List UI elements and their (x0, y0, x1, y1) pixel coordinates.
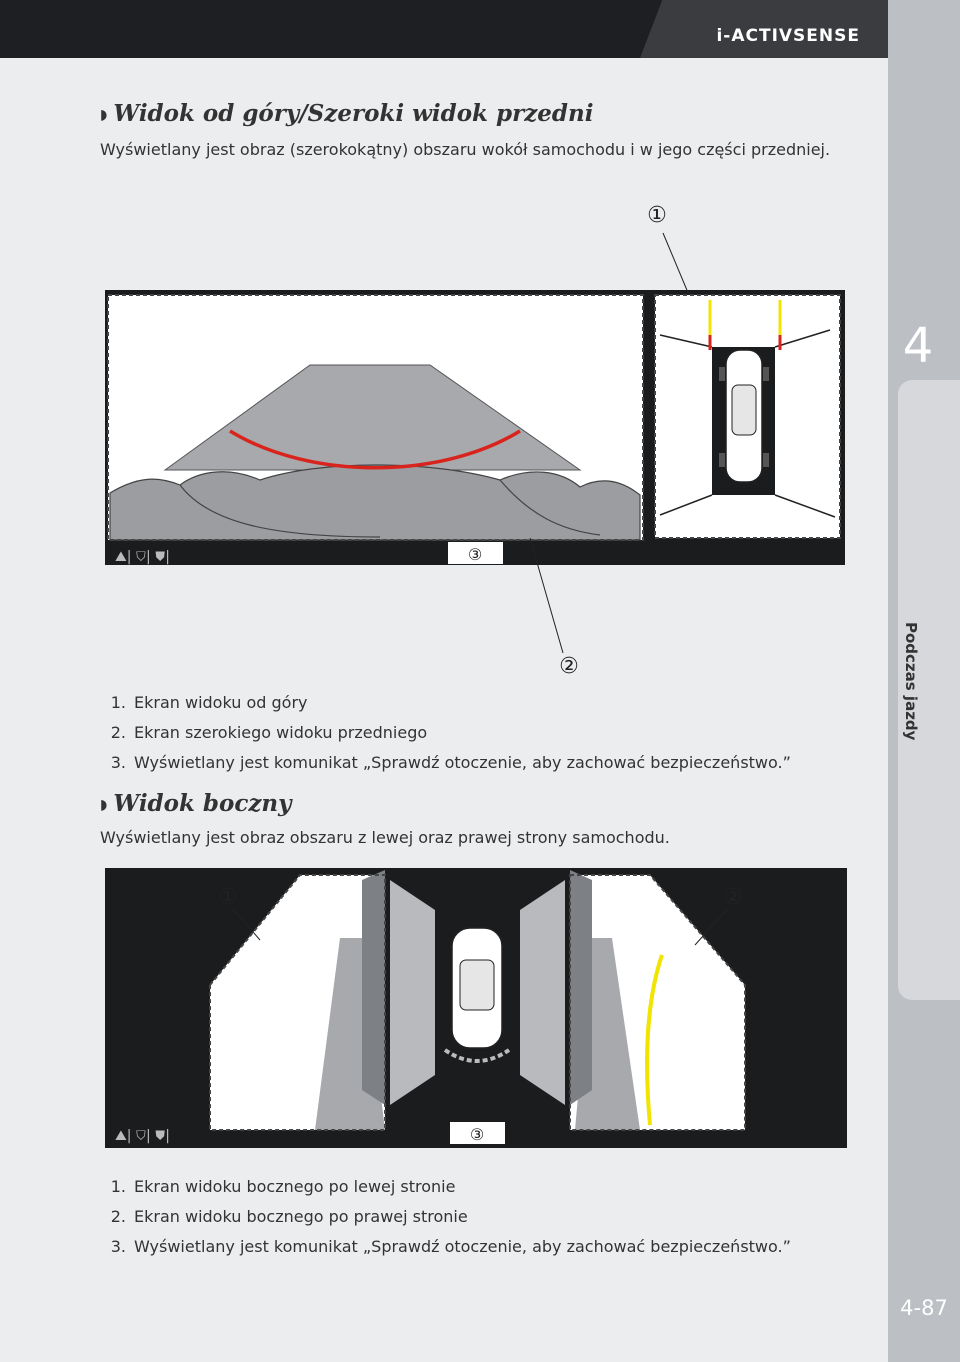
list-item: 2. Ekran szerokiego widoku przedniego (110, 723, 428, 742)
section-title-top-view (100, 100, 593, 127)
callout-1: ① (647, 203, 667, 228)
list-item: 1. Ekran widoku bocznego po lewej stronie (110, 1177, 456, 1196)
section-marker-icon: ◗ (100, 797, 108, 813)
top-view-figure (100, 195, 860, 685)
section-marker-icon: ◗ (100, 107, 108, 123)
section-title-side-view (100, 790, 292, 817)
callout-2: ② (723, 885, 743, 910)
list-item: 1. Ekran widoku od góry (110, 693, 308, 712)
section-title-text: Widok od góry/Szeroki widok przedni (113, 100, 594, 127)
sensor-icons: ⛰| ⛉| ⛊| (115, 549, 170, 565)
section-title-text: Widok boczny (113, 790, 292, 817)
list-item: 3. Wyświetlany jest komunikat „Sprawdź otoczenie, aby zachować bezpieczeństwo.” (110, 1237, 791, 1256)
callout-3: ③ (469, 1125, 485, 1144)
list-item: 2. Ekran widoku bocznego po prawej stronie (110, 1207, 468, 1226)
list-top-view (100, 688, 870, 778)
section-paragraph: Wyświetlany jest obraz (szerokokątny) obszaru wokół samochodu i w jego części przedniej. (100, 140, 831, 159)
callout-3: ③ (467, 545, 483, 564)
section-paragraph: Wyświetlany jest obraz obszaru z lewej oraz prawej strony samochodu. (100, 828, 670, 847)
callout-2: ② (559, 654, 579, 679)
list-side-view (100, 1172, 870, 1262)
page-number: 4-87 (900, 1296, 948, 1320)
list-item: 3. Wyświetlany jest komunikat „Sprawdź otoczenie, aby zachować bezpieczeństwo.” (110, 753, 791, 772)
header-title: i-ACTIVSENSE (716, 26, 860, 46)
chapter-label: Podczas jazdy (902, 622, 920, 741)
side-view-figure (100, 860, 860, 1155)
callout-1: ① (218, 885, 238, 910)
chapter-number: 4 (902, 318, 934, 374)
sensor-icons: ⛰| ⛉| ⛊| (115, 1128, 170, 1144)
